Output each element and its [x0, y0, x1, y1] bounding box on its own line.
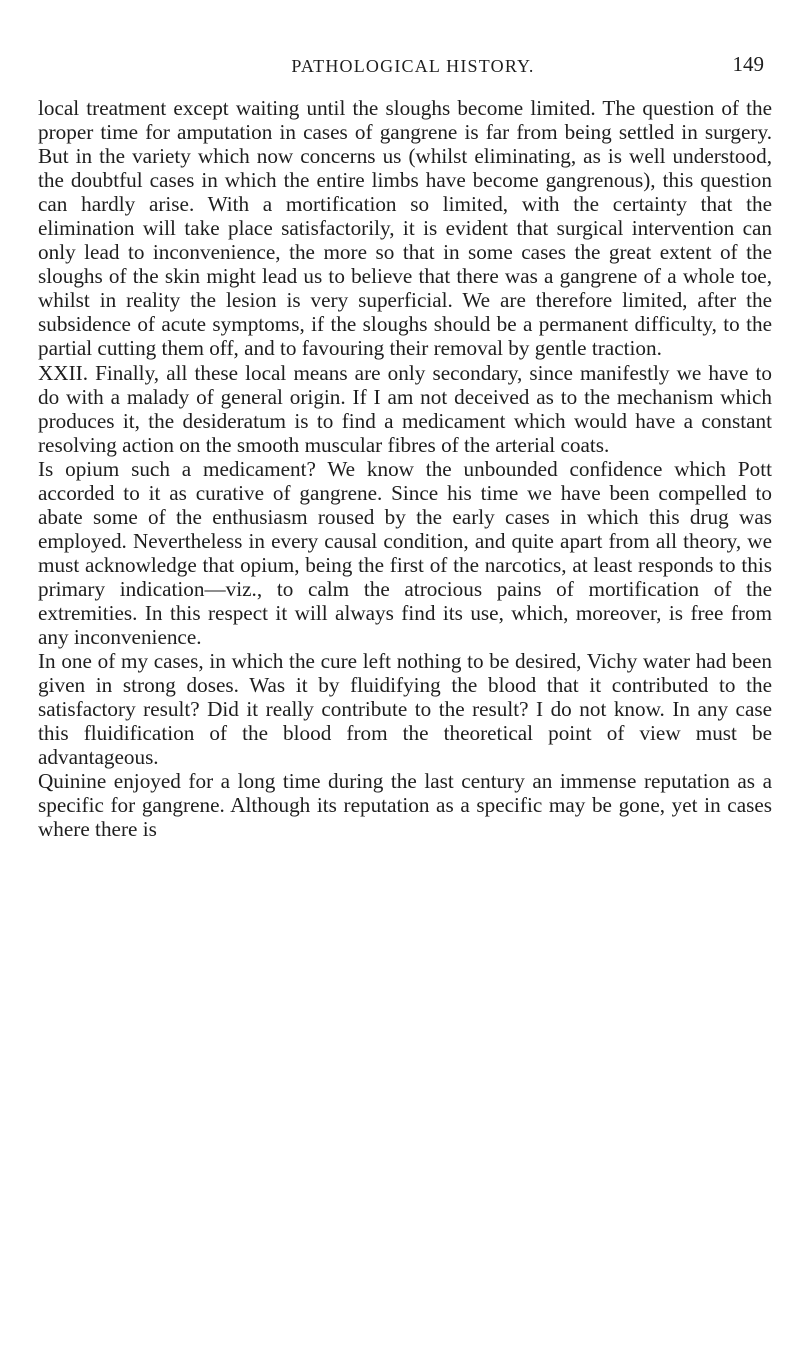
- running-head: [38, 52, 772, 96]
- page-number: 149: [732, 52, 764, 76]
- book-page: [38, 52, 772, 842]
- paragraph: XXII. Finally, all these local means are only secondary, since manifestly we have to do with a malady of general origin. If I am not deceived as to the mechanism which produces it, the desideratum is to find a medicament which would have a constant resolving action on the smooth muscular fibres of the arterial coats.: [38, 360, 772, 457]
- paragraph: Quinine enjoyed for a long time during the last century an immense reputation as a specific for gangrene. Although its reputation as a specific may be gone, yet in cases where there is: [38, 769, 772, 842]
- paragraph: local treatment except waiting until the sloughs become limited. The question of the proper time for amputation in cases of gangrene is far from being settled in surgery. But in the variety which now concerns us (whilst eliminating, as is well understood, the doubtful cases in which the entire limbs have become gangrenous), this question can hardly arise. With a mortification so limited, with the certainty that the elimination will take place satisfactorily, it is evident that surgical intervention can only lead to inconvenience, the more so that in some cases the great extent of the sloughs of the skin might lead us to believe that there was a gangrene of a whole toe, whilst in reality the lesion is very superficial. We are therefore limited, after the subsidence of acute symptoms, if the sloughs should be a permanent difficulty, to the partial cutting them off, and to favouring their removal by gentle traction.: [38, 96, 772, 361]
- running-head-title: PATHOLOGICAL HISTORY.: [291, 56, 535, 76]
- paragraph: Is opium such a medicament? We know the unbounded confidence which Pott accorded to it as curative of gangrene. Since his time we have been compelled to abate some of the enthusiasm roused by the early cases in which this drug was employed. Nevertheless in every causal condition, and quite apart from all theory, we must acknowledge that opium, being the first of the narcotics, at least responds to this primary indication—viz., to calm the atrocious pains of mortification of the extremities. In this respect it will always find its use, which, moreover, is free from any inconvenience.: [38, 456, 772, 650]
- paragraph: In one of my cases, in which the cure left nothing to be desired, Vichy water had been given in strong doses. Was it by fluidifying the blood that it contributed to the satisfactory result? Did it really contribute to the result? I do not know. In any case this fluidification of the blood from the theoretical point of view must be advantageous.: [38, 649, 772, 770]
- body-text: [38, 96, 772, 841]
